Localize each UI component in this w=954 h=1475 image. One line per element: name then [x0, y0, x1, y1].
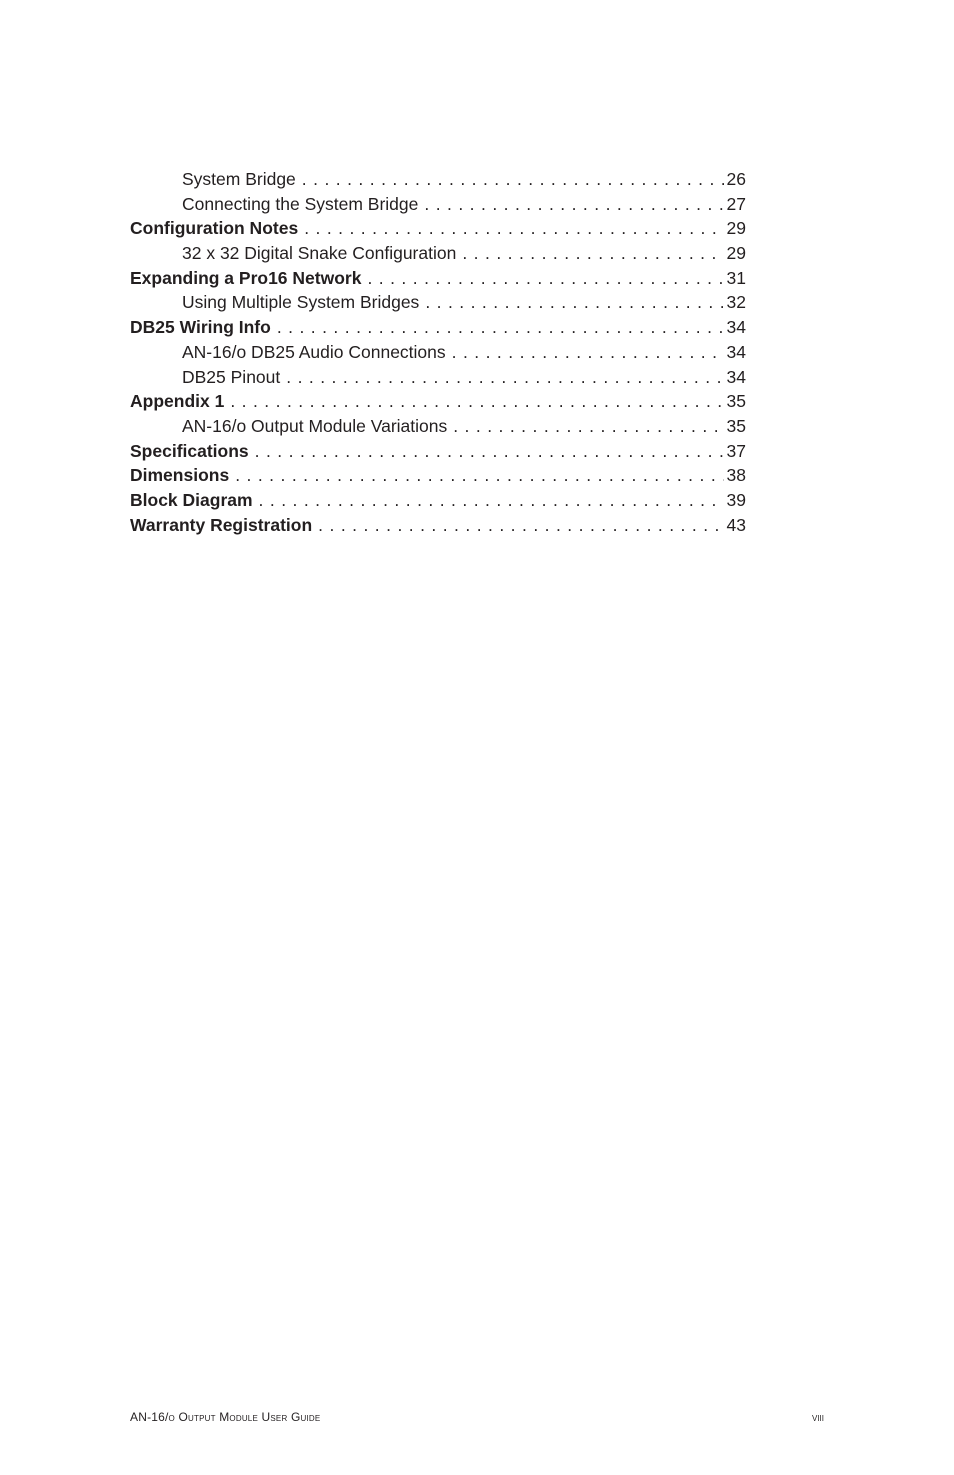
dot-leader: [452, 340, 724, 365]
dot-leader: [277, 315, 724, 340]
dot-leader: [302, 167, 724, 192]
toc-entry[interactable]: [130, 389, 746, 414]
dot-leader: [453, 414, 723, 439]
toc-entry[interactable]: [130, 365, 746, 390]
toc-entry[interactable]: [130, 463, 746, 488]
toc-entry-page: 29: [726, 243, 746, 264]
toc-entry-page: 31: [726, 267, 746, 288]
toc-entry-page: 32: [726, 292, 746, 313]
toc-entry[interactable]: [130, 192, 746, 217]
toc-entry-page: 26: [726, 169, 746, 189]
dot-leader: [462, 241, 723, 266]
toc-entry-title: Block Diagram: [130, 489, 253, 510]
dot-leader: [424, 192, 723, 217]
toc-entry-title: Connecting the System Bridge: [182, 193, 419, 214]
toc-entry[interactable]: [130, 513, 746, 538]
toc-entry-page: 29: [726, 218, 746, 239]
footer-document-title: AN-16/o Output Module User Guide: [130, 1410, 321, 1424]
toc-entry-title: AN-16/o Output Module Variations: [182, 415, 448, 436]
toc-entry-page: 34: [726, 317, 746, 338]
toc-entry[interactable]: [130, 414, 746, 439]
toc-entry[interactable]: [130, 241, 746, 266]
dot-leader: [425, 290, 723, 315]
toc-entry-title: DB25 Wiring Info: [130, 317, 271, 338]
toc-entry[interactable]: [130, 216, 746, 241]
dot-leader: [286, 365, 723, 390]
toc-entry[interactable]: [130, 290, 746, 315]
toc-entry[interactable]: [130, 266, 746, 291]
toc-entry-title: System Bridge: [182, 169, 296, 189]
dot-leader: [235, 463, 723, 488]
toc-entry-title: Specifications: [130, 440, 249, 461]
toc-entry-title: AN-16/o DB25 Audio Connections: [182, 341, 446, 362]
toc-entry-title: Expanding a Pro16 Network: [130, 267, 362, 288]
toc-entry[interactable]: [130, 340, 746, 365]
dot-leader: [304, 216, 723, 241]
toc-entry-title: DB25 Pinout: [182, 366, 281, 387]
dot-leader: [318, 513, 723, 538]
toc-entry[interactable]: [130, 488, 746, 513]
toc-entry-page: 43: [726, 514, 746, 535]
toc-entry-title: Configuration Notes: [130, 218, 299, 239]
toc-entry-page: 35: [726, 391, 746, 412]
toc-entry-title: Appendix 1: [130, 391, 225, 412]
toc-entry-title: 32 x 32 Digital Snake Configuration: [182, 243, 457, 264]
toc-entry-page: 35: [726, 415, 746, 436]
toc-entry-title: Dimensions: [130, 465, 230, 486]
toc-entry-title: Warranty Registration: [130, 514, 313, 535]
dot-leader: [367, 266, 723, 291]
toc-entry-page: 38: [726, 465, 746, 486]
dot-leader: [255, 439, 724, 464]
toc-entry[interactable]: [130, 315, 746, 340]
table-of-contents: [130, 167, 746, 537]
toc-entry-page: 37: [726, 440, 746, 461]
toc-entry[interactable]: [130, 167, 746, 192]
toc-entry-page: 27: [726, 193, 746, 214]
footer-page-number: viii: [811, 1410, 824, 1424]
toc-entry[interactable]: [130, 439, 746, 464]
toc-entry-page: 39: [726, 489, 746, 510]
toc-entry-title: Using Multiple System Bridges: [182, 292, 420, 313]
toc-entry-page: 34: [726, 341, 746, 362]
dot-leader: [259, 488, 724, 513]
toc-entry-page: 34: [726, 366, 746, 387]
dot-leader: [230, 389, 723, 414]
